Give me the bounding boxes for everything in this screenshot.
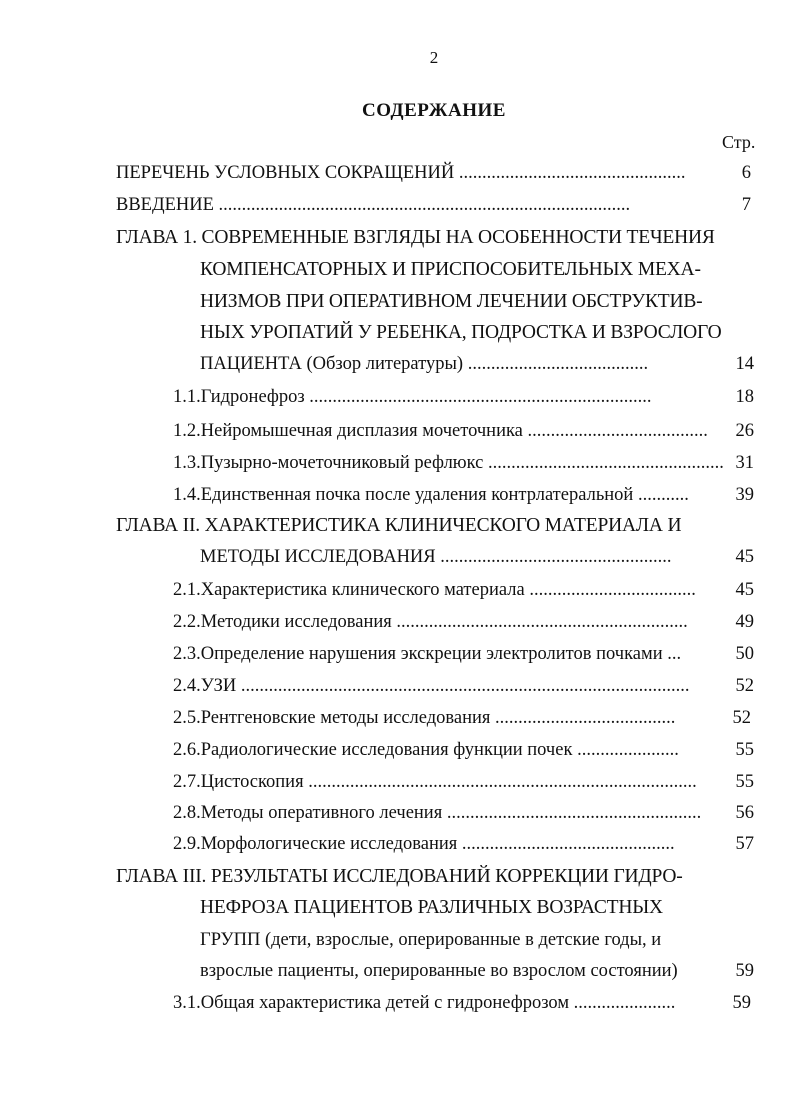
toc-page-number: 31: [735, 453, 754, 473]
toc-chapter-1-title-end: ПАЦИЕНТА (Обзор литературы) .......................................: [200, 354, 649, 374]
page-number: 2: [429, 48, 439, 67]
toc-page-number: 57: [735, 834, 754, 854]
toc-page-number: 59: [732, 993, 751, 1013]
toc-section: 1.1.Гидронефроз ..........................................................................: [173, 387, 652, 407]
toc-section: 2.5.Рентгеновские методы исследования .......................................: [173, 708, 676, 728]
toc-page-number: 59: [735, 961, 754, 981]
toc-section: 1.2.Нейромышечная дисплазия мочеточника .......................................: [173, 421, 708, 441]
toc-section: 3.1.Общая характеристика детей с гидронефрозом ......................: [173, 993, 676, 1013]
toc-page-number: 39: [735, 485, 754, 505]
toc-page-number: 50: [735, 644, 754, 664]
toc-section: 2.1.Характеристика клинического материала ....................................: [173, 580, 696, 600]
toc-chapter-3-title: ГЛАВА III. РЕЗУЛЬТАТЫ ИССЛЕДОВАНИЙ КОРРЕКЦИИ ГИДРО-: [116, 866, 683, 887]
toc-page-number: 45: [735, 580, 754, 600]
toc-section: 1.4.Единственная почка после удаления контрлатеральной ...........: [173, 485, 689, 505]
toc-section: 2.9.Морфологические исследования ..............................................: [173, 834, 675, 854]
toc-section: 2.3.Определение нарушения экскреции электролитов почками ...: [173, 644, 682, 664]
toc-page-number: 56: [735, 803, 754, 823]
toc-page-number: 49: [735, 612, 754, 632]
toc-section: 1.3.Пузырно-мочеточниковый рефлюкс ...................................................: [173, 453, 724, 473]
toc-section: 2.6.Радиологические исследования функции почек ......................: [173, 740, 679, 760]
toc-page-number: 52: [735, 676, 754, 696]
toc-page-number: 55: [735, 772, 754, 792]
toc-page-number: 6: [741, 163, 751, 183]
toc-chapter-3-title-cont: ГРУПП (дети, взрослые, оперированные в детские годы, и: [200, 930, 662, 950]
toc-section: 2.8.Методы оперативного лечения .......................................................: [173, 803, 702, 823]
toc-chapter-2-title-end: МЕТОДЫ ИССЛЕДОВАНИЯ ..................................................: [200, 547, 672, 567]
toc-section: 2.4.УЗИ .................................................................................................: [173, 676, 690, 696]
toc-page-number: 52: [732, 708, 751, 728]
toc-chapter-2-title: ГЛАВА II. ХАРАКТЕРИСТИКА КЛИНИЧЕСКОГО МАТЕРИАЛА И: [116, 515, 682, 536]
toc-page-number: 7: [741, 195, 751, 215]
toc-page-number: 18: [735, 387, 754, 407]
toc-page-number: 14: [735, 354, 754, 374]
toc-chapter-1-title: ГЛАВА 1. СОВРЕМЕННЫЕ ВЗГЛЯДЫ НА ОСОБЕННОСТИ ТЕЧЕНИЯ: [116, 227, 715, 248]
toc-chapter-1-title-cont: НИЗМОВ ПРИ ОПЕРАТИВНОМ ЛЕЧЕНИИ ОБСТРУКТИВ-: [200, 291, 703, 312]
toc-entry-abbreviations: ПЕРЕЧЕНЬ УСЛОВНЫХ СОКРАЩЕНИЙ .................................................: [116, 163, 686, 183]
toc-page-number: 45: [735, 547, 754, 567]
toc-entry-introduction: ВВЕДЕНИЕ .........................................................................................: [116, 195, 631, 215]
toc-chapter-1-title-cont: КОМПЕНСАТОРНЫХ И ПРИСПОСОБИТЕЛЬНЫХ МЕХА-: [200, 259, 701, 280]
toc-page-number: 26: [735, 421, 754, 441]
toc-section: 2.2.Методики исследования ...............................................................: [173, 612, 688, 632]
toc-section: 2.7.Цистоскопия ....................................................................................: [173, 772, 697, 792]
page-title: СОДЕРЖАНИЕ: [362, 100, 506, 121]
toc-chapter-3-title-end: взрослые пациенты, оперированные во взрослом состоянии): [200, 961, 678, 981]
toc-chapter-1-title-cont: НЫХ УРОПАТИЙ У РЕБЕНКА, ПОДРОСТКА И ВЗРОСЛОГО: [200, 322, 722, 343]
toc-chapter-3-title-cont: НЕФРОЗА ПАЦИЕНТОВ РАЗЛИЧНЫХ ВОЗРАСТНЫХ: [200, 897, 663, 918]
page-column-label: Стр.: [722, 132, 756, 152]
toc-page-number: 55: [735, 740, 754, 760]
